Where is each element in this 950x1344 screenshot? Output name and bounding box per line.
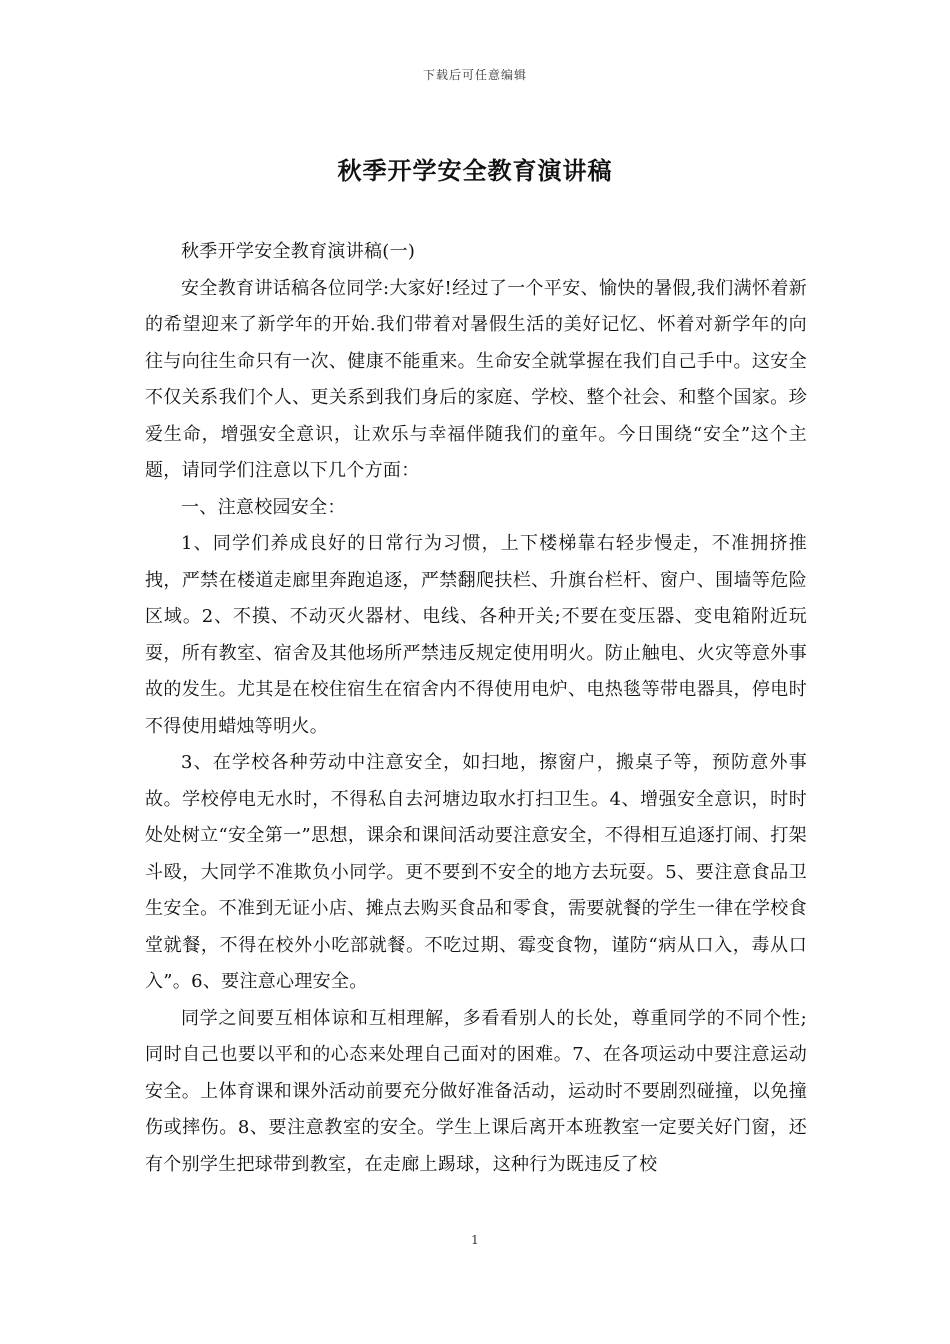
paragraph-item-1-2: 1、同学们养成良好的日常行为习惯，上下楼梯靠右轻步慢走，不准拥挤推拽，严禁在楼道走廊里奔跑追逐，严禁翻爬扶栏、升旗台栏杆、窗户、围墙等危险区域。2、不摸、不动灭火器材、电线、各种开关;不要在变压器、变电箱附近玩耍，所有教室、宿舍及其他场所严禁违反规定使用明火。防止触电、火灾等意外事故的发生。尤其是在校住宿生在宿舍内不得使用电炉、电热毯等带电器具，停电时不得使用蜡烛等明火。 <box>145 533 807 737</box>
paragraph-item-3-6: 3、在学校各种劳动中注意安全，如扫地，擦窗户，搬桌子等，预防意外事故。学校停电无水时，不得私自去河塘边取水打扫卫生。4、增强安全意识，时时处处树立“安全第一”思想，课余和课间活动要注意安全，不得相互追逐打闹、打架斗殴，大同学不准欺负小同学。更不要到不安全的地方去玩耍。5、要注意食品卫生安全。不准到无证小店、摊点去购买食品和零食，需要就餐的学生一律在学校食堂就餐，不得在校外小吃部就餐。不吃过期、霉变食物，谨防“病从口入，毒从口入”。6、要注意心理安全。 <box>145 752 807 992</box>
paragraph-intro: 安全教育讲话稿各位同学:大家好!经过了一个平安、愉快的暑假,我们满怀着新的希望迎来了新学年的开始.我们带着对暑假生活的美好记忆、怀着对新学年的向往与向往生命只有一次、健康不能重来。生命安全就掌握在我们自己手中。这安全不仅关系我们个人、更关系到我们身后的家庭、学校、整个社会、和整个国家。珍爱生命，增强安全意识，让欢乐与幸福伴随我们的童年。今日围绕“安全”这个主题，请同学们注意以下几个方面： <box>145 277 807 481</box>
header-note: 下载后可任意编辑 <box>422 68 527 82</box>
page-number: 1 <box>471 1233 479 1247</box>
paragraph-section-heading: 一、注意校园安全： <box>181 496 346 518</box>
paragraph-item-7-8: 同学之间要互相体谅和互相理解，多看看别人的长处，尊重同学的不同个性;同时自己也要以平和的心态来处理自己面对的困难。7、在各项运动中要注意运动安全。上体育课和课外活动前要充分做好准备活动，运动时不要剧烈碰撞，以免撞伤或摔伤。8、要注意教室的安全。学生上课后离开本班教室一定要关好门窗，还有个别学生把球带到教室，在走廊上踢球，这种行为既违反了校 <box>145 1007 807 1175</box>
paragraph-subtitle: 秋季开学安全教育演讲稿(一) <box>181 241 416 262</box>
document-body <box>145 234 807 1183</box>
document-title: 秋季开学安全教育演讲稿 <box>337 156 613 185</box>
